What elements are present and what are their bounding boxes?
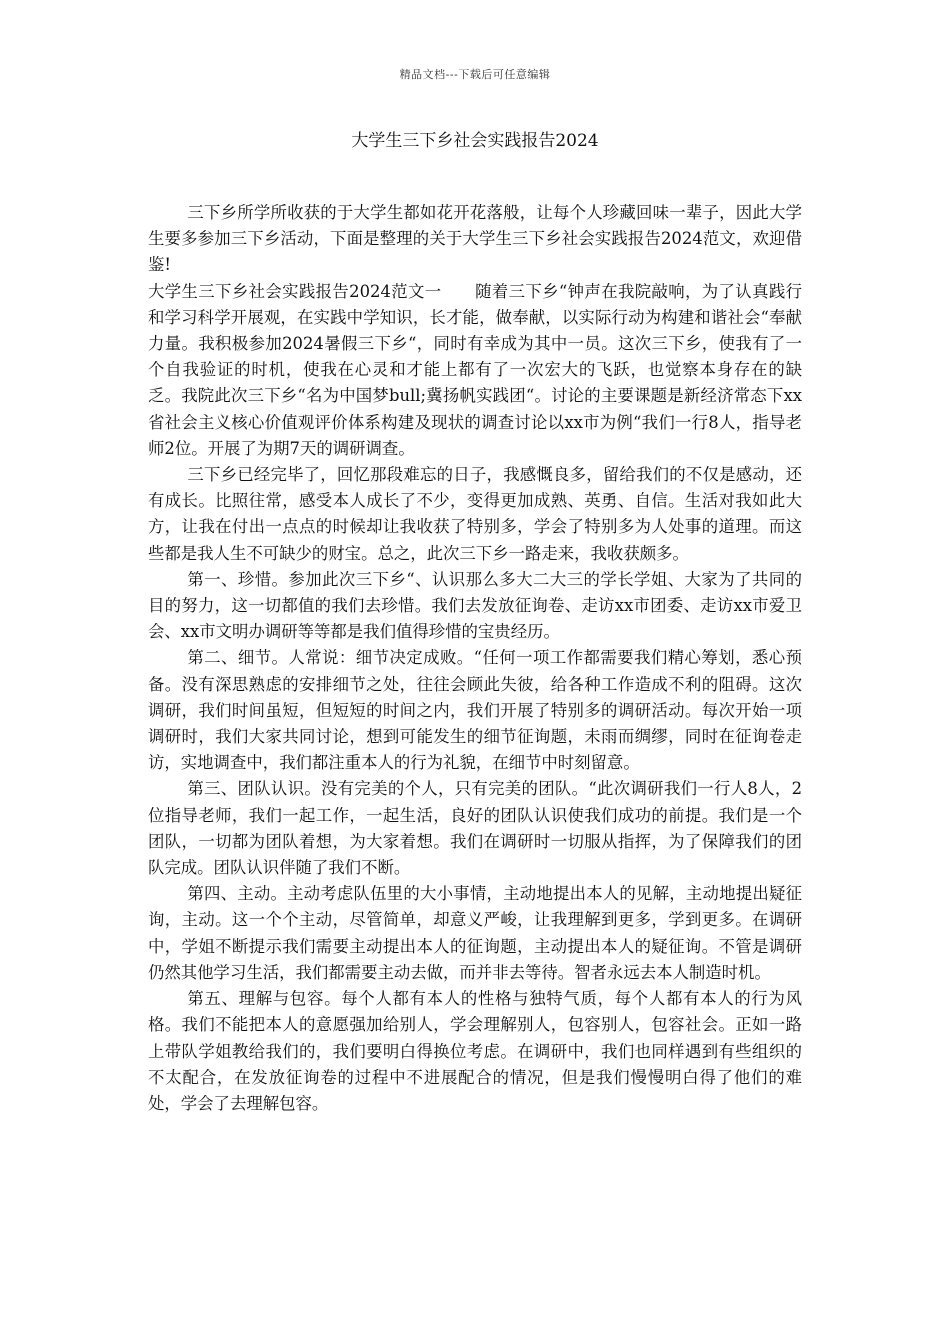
paragraph-teamwork: 第三、团队认识。没有完美的个人，只有完美的团队。“此次调研我们一行人8人，2位指导老师，我们一起工作，一起生活，良好的团队认识使我们成功的前提。我们是一个团队，一切都为团队着想，为大家着想。我们在调研时一切服从指挥，为了保障我们的团队完成。团队认识伴随了我们不断。	[148, 779, 802, 878]
document-body	[148, 200, 802, 1117]
document-title: 大学生三下乡社会实践报告2024	[351, 131, 599, 151]
paragraph-details: 第二、细节。人常说：细节决定成败。“任何一项工作都需要我们精心筹划，悉心预备。没有深思熟虑的安排细节之处，往往会顾此失彼，给各种工作造成不利的阻碍。这次调研，我们时间虽短，但短短的时间之内，我们开展了特别多的调研活动。每次开始一项调研时，我们大家共同讨论，想到可能发生的细节征询题，未雨而绸缪，同时在征询卷走访，实地调查中，我们都注重本人的行为礼貌，在细节中时刻留意。	[148, 648, 802, 773]
paragraph-intro: 三下乡所学所收获的于大学生都如花开花落般，让每个人珍藏回味一辈子，因此大学生要多参加三下乡活动，下面是整理的关于大学生三下乡社会实践报告2024范文，欢迎借鉴!	[148, 203, 802, 275]
paragraph-reflection: 三下乡已经完毕了，回忆那段难忘的日子，我感慨良多，留给我们的不仅是感动，还有成长。比照往常，感受本人成长了不少，变得更加成熟、英勇、自信。生活对我如此大方，让我在付出一点点的时候却让我收获了特别多，学会了特别多为人处事的道理。而这些都是我人生不可缺少的财宝。总之，此次三下乡一路走来，我收获颇多。	[148, 465, 802, 563]
paragraph-cherish: 第一、珍惜。参加此次三下乡“、认识那么多大二大三的学长学姐、大家为了共同的目的努力，这一切都值的我们去珍惜。我们去发放征询卷、走访xx市团委、走访xx市爱卫会、xx市文明办调研等等都是我们值得珍惜的宝贵经历。	[148, 569, 802, 642]
paragraph-initiative: 第四、主动。主动考虑队伍里的大小事情，主动地提出本人的见解，主动地提出疑征询，主动。这一个个主动，尽管简单，却意义严峻，让我理解到更多，学到更多。在调研中，学姐不断提示我们需要主动提出本人的征询题，主动提出本人的疑征询。不管是调研仍然其他学习生活，我们都需要主动去做，而并非去等待。智者永远去本人制造时机。	[148, 884, 802, 982]
paragraph-sample-one: 大学生三下乡社会实践报告2024范文一 随着三下乡“钟声在我院敲响，为了认真践行和学习科学开展观，在实践中学知识，长才能，做奉献，以实际行动为构建和谐社会“奉献力量。我积极参加2024暑假三下乡“，同时有幸成为其中一员。这次三下乡，使我有了一个自我验证的时机，使我在心灵和才能上都有了一次宏大的飞跃，也觉察本身存在的缺乏。我院此次三下乡“名为中国梦bull;冀扬帆实践团“。讨论的主要课题是新经济常态下xx省社会主义核心价值观评价体系构建及现状的调查讨论以xx市为例“我们一行8人，指导老师2位。开展了为期7天的调研调查。	[148, 281, 802, 458]
header-note: 精品文档---下载后可任意编辑	[399, 68, 551, 81]
paragraph-tolerance: 第五、理解与包容。每个人都有本人的性格与独特气质，每个人都有本人的行为风格。我们不能把本人的意愿强加给别人，学会理解别人，包容别人，包容社会。正如一路上带队学姐教给我们的，我们要明白得换位考虑。在调研中，我们也同样遇到有些组织的不太配合，在发放征询卷的过程中不进展配合的情况，但是我们慢慢明白得了他们的难处，学会了去理解包容。	[148, 989, 802, 1113]
